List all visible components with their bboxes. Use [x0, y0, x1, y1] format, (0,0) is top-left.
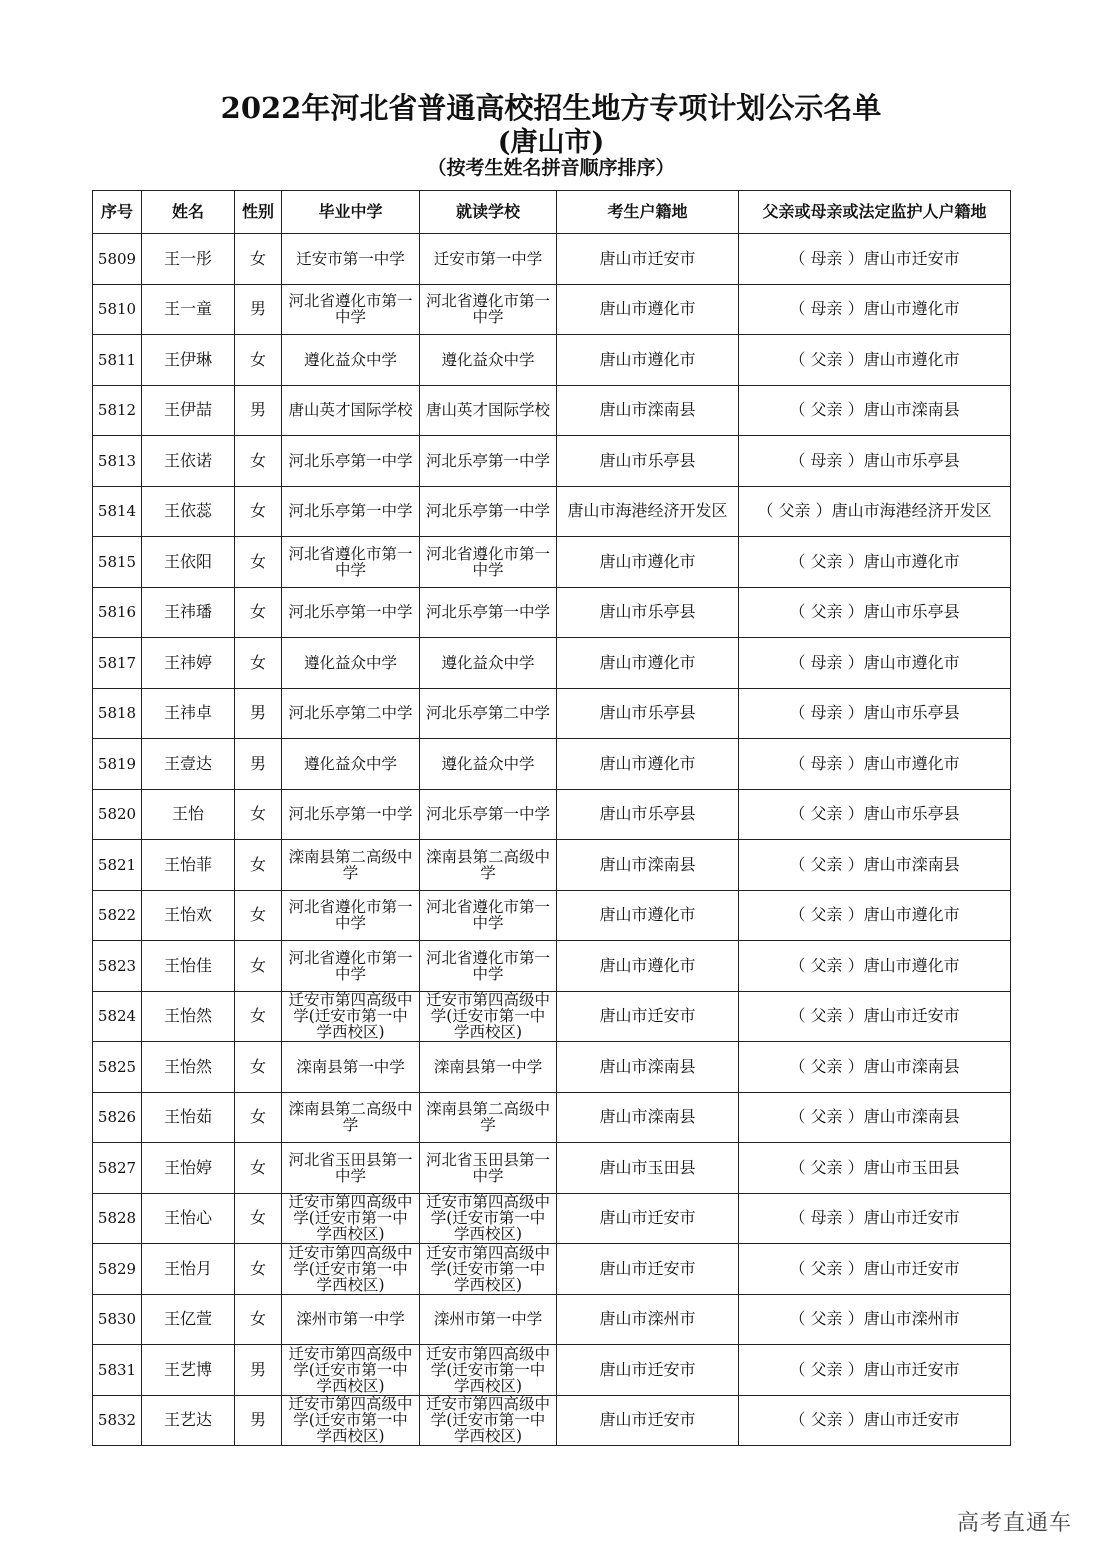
cell-current-school: 迁安市第一中学 — [420, 234, 557, 285]
cell-household: 唐山市遵化市 — [557, 537, 739, 588]
table-row — [93, 1395, 1011, 1446]
cell-index: 5831 — [93, 1345, 142, 1396]
table-row — [93, 587, 1011, 638]
cell-index: 5829 — [93, 1244, 142, 1295]
table-row — [93, 436, 1011, 487]
table-row — [93, 739, 1011, 790]
cell-household: 唐山市乐亭县 — [557, 436, 739, 487]
cell-guardian-household: （ 母亲 ）唐山市遵化市 — [739, 739, 1011, 790]
table-row — [93, 486, 1011, 537]
cell-household: 唐山市滦南县 — [557, 840, 739, 891]
cell-gender: 女 — [235, 638, 282, 689]
cell-gender: 女 — [235, 1294, 282, 1345]
cell-name: 王伊喆 — [142, 385, 235, 436]
header-household: 考生户籍地 — [557, 191, 739, 234]
page-subtitle: (唐山市) — [497, 127, 605, 158]
cell-current-school: 河北乐亭第二中学 — [420, 688, 557, 739]
cell-guardian-household: （ 父亲 ）唐山市迁安市 — [739, 1244, 1011, 1295]
cell-household: 唐山市乐亭县 — [557, 789, 739, 840]
cell-guardian-household: （ 父亲 ）唐山市遵化市 — [739, 537, 1011, 588]
cell-graduated-school: 滦南县第二高级中学 — [282, 840, 420, 891]
cell-index: 5820 — [93, 789, 142, 840]
cell-household: 唐山市乐亭县 — [557, 688, 739, 739]
table-row — [93, 840, 1011, 891]
cell-graduated-school: 河北省遵化市第一中学 — [282, 890, 420, 941]
cell-household: 唐山市遵化市 — [557, 284, 739, 335]
cell-index: 5828 — [93, 1193, 142, 1244]
cell-graduated-school: 河北省遵化市第一中学 — [282, 284, 420, 335]
cell-index: 5823 — [93, 941, 142, 992]
cell-graduated-school: 河北乐亭第一中学 — [282, 587, 420, 638]
cell-gender: 女 — [235, 234, 282, 285]
cell-graduated-school: 迁安市第四高级中学(迁安市第一中学西校区) — [282, 1345, 420, 1396]
cell-current-school: 河北乐亭第一中学 — [420, 436, 557, 487]
cell-graduated-school: 迁安市第四高级中学(迁安市第一中学西校区) — [282, 991, 420, 1042]
cell-gender: 女 — [235, 941, 282, 992]
table-row — [93, 638, 1011, 689]
cell-current-school: 迁安市第四高级中学(迁安市第一中学西校区) — [420, 1395, 557, 1446]
table-row — [93, 991, 1011, 1042]
cell-index: 5826 — [93, 1092, 142, 1143]
table-row — [93, 1042, 1011, 1093]
cell-graduated-school: 滦南县第一中学 — [282, 1042, 420, 1093]
cell-current-school: 滦南县第二高级中学 — [420, 1092, 557, 1143]
cell-name: 王艺博 — [142, 1345, 235, 1396]
cell-name: 王怡佳 — [142, 941, 235, 992]
cell-current-school: 遵化益众中学 — [420, 638, 557, 689]
cell-household: 唐山市滦南县 — [557, 1042, 739, 1093]
cell-name: 王伊琳 — [142, 335, 235, 386]
cell-graduated-school: 河北乐亭第一中学 — [282, 789, 420, 840]
cell-index: 5830 — [93, 1294, 142, 1345]
cell-guardian-household: （ 母亲 ）唐山市遵化市 — [739, 638, 1011, 689]
cell-guardian-household: （ 父亲 ）唐山市乐亭县 — [739, 789, 1011, 840]
cell-guardian-household: （ 父亲 ）唐山市玉田县 — [739, 1143, 1011, 1194]
cell-current-school: 河北省遵化市第一中学 — [420, 941, 557, 992]
cell-guardian-household: （ 母亲 ）唐山市乐亭县 — [739, 688, 1011, 739]
cell-index: 5816 — [93, 587, 142, 638]
cell-name: 王亿萱 — [142, 1294, 235, 1345]
table-row — [93, 1345, 1011, 1396]
cell-household: 唐山市玉田县 — [557, 1143, 739, 1194]
table-row — [93, 1244, 1011, 1295]
cell-graduated-school: 遵化益众中学 — [282, 739, 420, 790]
table-row — [93, 890, 1011, 941]
cell-index: 5815 — [93, 537, 142, 588]
table-row — [93, 1294, 1011, 1345]
table-row — [93, 284, 1011, 335]
cell-current-school: 河北乐亭第一中学 — [420, 789, 557, 840]
cell-gender: 女 — [235, 991, 282, 1042]
cell-guardian-household: （ 父亲 ）唐山市迁安市 — [739, 1395, 1011, 1446]
cell-household: 唐山市迁安市 — [557, 1193, 739, 1244]
cell-gender: 男 — [235, 739, 282, 790]
cell-gender: 女 — [235, 840, 282, 891]
cell-graduated-school: 迁安市第一中学 — [282, 234, 420, 285]
cell-name: 王怡茹 — [142, 1092, 235, 1143]
cell-index: 5821 — [93, 840, 142, 891]
cell-current-school: 迁安市第四高级中学(迁安市第一中学西校区) — [420, 1244, 557, 1295]
cell-name: 王依阳 — [142, 537, 235, 588]
table-header-row — [93, 191, 1011, 234]
cell-current-school: 河北乐亭第一中学 — [420, 587, 557, 638]
cell-household: 唐山市滦州市 — [557, 1294, 739, 1345]
cell-gender: 女 — [235, 1193, 282, 1244]
cell-gender: 女 — [235, 890, 282, 941]
cell-gender: 女 — [235, 1092, 282, 1143]
table-row — [93, 941, 1011, 992]
table-row — [93, 537, 1011, 588]
cell-name: 王祎卓 — [142, 688, 235, 739]
cell-graduated-school: 河北乐亭第一中学 — [282, 486, 420, 537]
cell-graduated-school: 迁安市第四高级中学(迁安市第一中学西校区) — [282, 1193, 420, 1244]
cell-household: 唐山市乐亭县 — [557, 587, 739, 638]
cell-household: 唐山市海港经济开发区 — [557, 486, 739, 537]
cell-current-school: 河北省遵化市第一中学 — [420, 890, 557, 941]
cell-gender: 女 — [235, 1143, 282, 1194]
table-row — [93, 688, 1011, 739]
header-name: 姓名 — [142, 191, 235, 234]
cell-current-school: 迁安市第四高级中学(迁安市第一中学西校区) — [420, 1345, 557, 1396]
cell-graduated-school: 滦南县第二高级中学 — [282, 1092, 420, 1143]
cell-current-school: 遵化益众中学 — [420, 335, 557, 386]
cell-index: 5812 — [93, 385, 142, 436]
cell-gender: 男 — [235, 1345, 282, 1396]
cell-current-school: 遵化益众中学 — [420, 739, 557, 790]
cell-graduated-school: 河北乐亭第一中学 — [282, 436, 420, 487]
cell-index: 5827 — [93, 1143, 142, 1194]
cell-gender: 女 — [235, 1244, 282, 1295]
cell-name: 王一彤 — [142, 234, 235, 285]
cell-household: 唐山市遵化市 — [557, 335, 739, 386]
cell-household: 唐山市迁安市 — [557, 1395, 739, 1446]
cell-index: 5810 — [93, 284, 142, 335]
header-guardian-household: 父亲或母亲或法定监护人户籍地 — [739, 191, 1011, 234]
cell-index: 5818 — [93, 688, 142, 739]
cell-index: 5819 — [93, 739, 142, 790]
cell-graduated-school: 河北省遵化市第一中学 — [282, 537, 420, 588]
table-row — [93, 789, 1011, 840]
cell-graduated-school: 遵化益众中学 — [282, 638, 420, 689]
cell-current-school: 唐山英才国际学校 — [420, 385, 557, 436]
cell-guardian-household: （ 父亲 ）唐山市迁安市 — [739, 991, 1011, 1042]
cell-guardian-household: （ 母亲 ）唐山市乐亭县 — [739, 436, 1011, 487]
cell-current-school: 河北省遵化市第一中学 — [420, 537, 557, 588]
cell-current-school: 滦南县第二高级中学 — [420, 840, 557, 891]
cell-household: 唐山市迁安市 — [557, 1244, 739, 1295]
cell-gender: 男 — [235, 284, 282, 335]
cell-household: 唐山市遵化市 — [557, 941, 739, 992]
cell-gender: 女 — [235, 486, 282, 537]
cell-name: 王怡欢 — [142, 890, 235, 941]
sort-note: （按考生姓名拼音顺序排序） — [427, 157, 675, 179]
cell-index: 5811 — [93, 335, 142, 386]
cell-index: 5825 — [93, 1042, 142, 1093]
cell-current-school: 河北省遵化市第一中学 — [420, 284, 557, 335]
cell-graduated-school: 迁安市第四高级中学(迁安市第一中学西校区) — [282, 1395, 420, 1446]
cell-guardian-household: （ 父亲 ）唐山市滦南县 — [739, 385, 1011, 436]
cell-name: 王怡菲 — [142, 840, 235, 891]
header-index: 序号 — [93, 191, 142, 234]
header-graduated-school: 毕业中学 — [282, 191, 420, 234]
cell-household: 唐山市迁安市 — [557, 1345, 739, 1396]
cell-household: 唐山市遵化市 — [557, 638, 739, 689]
table-row — [93, 234, 1011, 285]
cell-household: 唐山市滦南县 — [557, 385, 739, 436]
cell-gender: 女 — [235, 436, 282, 487]
table-row — [93, 335, 1011, 386]
cell-household: 唐山市遵化市 — [557, 890, 739, 941]
watermark: 高考直通车 — [956, 1511, 1072, 1536]
table-row — [93, 385, 1011, 436]
cell-current-school: 迁安市第四高级中学(迁安市第一中学西校区) — [420, 1193, 557, 1244]
cell-current-school: 滦南县第一中学 — [420, 1042, 557, 1093]
cell-graduated-school: 河北省玉田县第一中学 — [282, 1143, 420, 1194]
cell-gender: 女 — [235, 335, 282, 386]
cell-gender: 男 — [235, 1395, 282, 1446]
cell-name: 王一童 — [142, 284, 235, 335]
cell-guardian-household: （ 母亲 ）唐山市迁安市 — [739, 234, 1011, 285]
cell-graduated-school: 遵化益众中学 — [282, 335, 420, 386]
cell-current-school: 滦州市第一中学 — [420, 1294, 557, 1345]
cell-name: 王依蕊 — [142, 486, 235, 537]
header-gender: 性别 — [235, 191, 282, 234]
table-row — [93, 1193, 1011, 1244]
table-row — [93, 1092, 1011, 1143]
cell-name: 王怡心 — [142, 1193, 235, 1244]
cell-name: 王依诺 — [142, 436, 235, 487]
cell-index: 5813 — [93, 436, 142, 487]
cell-index: 5809 — [93, 234, 142, 285]
cell-guardian-household: （ 母亲 ）唐山市遵化市 — [739, 284, 1011, 335]
cell-index: 5814 — [93, 486, 142, 537]
cell-household: 唐山市迁安市 — [557, 234, 739, 285]
cell-graduated-school: 河北省遵化市第一中学 — [282, 941, 420, 992]
roster-table — [92, 190, 1011, 1446]
cell-guardian-household: （ 父亲 ）唐山市遵化市 — [739, 890, 1011, 941]
cell-guardian-household: （ 父亲 ）唐山市乐亭县 — [739, 587, 1011, 638]
cell-guardian-household: （ 父亲 ）唐山市海港经济开发区 — [739, 486, 1011, 537]
cell-guardian-household: （ 父亲 ）唐山市遵化市 — [739, 335, 1011, 386]
cell-name: 王怡然 — [142, 991, 235, 1042]
cell-guardian-household: （ 父亲 ）唐山市迁安市 — [739, 1345, 1011, 1396]
cell-current-school: 河北乐亭第一中学 — [420, 486, 557, 537]
cell-name: 王艺达 — [142, 1395, 235, 1446]
cell-index: 5824 — [93, 991, 142, 1042]
cell-gender: 男 — [235, 385, 282, 436]
cell-gender: 女 — [235, 587, 282, 638]
cell-name: 王祎婷 — [142, 638, 235, 689]
cell-household: 唐山市滦南县 — [557, 1092, 739, 1143]
cell-graduated-school: 迁安市第四高级中学(迁安市第一中学西校区) — [282, 1244, 420, 1295]
cell-guardian-household: （ 母亲 ）唐山市迁安市 — [739, 1193, 1011, 1244]
cell-gender: 女 — [235, 789, 282, 840]
header-current-school: 就读学校 — [420, 191, 557, 234]
cell-index: 5817 — [93, 638, 142, 689]
cell-guardian-household: （ 父亲 ）唐山市遵化市 — [739, 941, 1011, 992]
cell-name: 王怡 — [142, 789, 235, 840]
cell-household: 唐山市迁安市 — [557, 991, 739, 1042]
cell-graduated-school: 唐山英才国际学校 — [282, 385, 420, 436]
cell-name: 王祎璠 — [142, 587, 235, 638]
cell-graduated-school: 滦州市第一中学 — [282, 1294, 420, 1345]
cell-current-school: 迁安市第四高级中学(迁安市第一中学西校区) — [420, 991, 557, 1042]
cell-name: 王怡月 — [142, 1244, 235, 1295]
cell-name: 王怡然 — [142, 1042, 235, 1093]
cell-gender: 女 — [235, 1042, 282, 1093]
table-body — [93, 234, 1011, 1446]
cell-guardian-household: （ 父亲 ）唐山市滦州市 — [739, 1294, 1011, 1345]
cell-index: 5822 — [93, 890, 142, 941]
cell-graduated-school: 河北乐亭第二中学 — [282, 688, 420, 739]
cell-gender: 女 — [235, 537, 282, 588]
cell-household: 唐山市遵化市 — [557, 739, 739, 790]
table-row — [93, 1143, 1011, 1194]
cell-guardian-household: （ 父亲 ）唐山市滦南县 — [739, 1042, 1011, 1093]
cell-gender: 男 — [235, 688, 282, 739]
cell-guardian-household: （ 父亲 ）唐山市滦南县 — [739, 1092, 1011, 1143]
cell-name: 王壹达 — [142, 739, 235, 790]
cell-current-school: 河北省玉田县第一中学 — [420, 1143, 557, 1194]
cell-guardian-household: （ 父亲 ）唐山市滦南县 — [739, 840, 1011, 891]
cell-index: 5832 — [93, 1395, 142, 1446]
page-title: 2022年河北省普通高校招生地方专项计划公示名单 — [220, 91, 882, 125]
cell-name: 王怡婷 — [142, 1143, 235, 1194]
